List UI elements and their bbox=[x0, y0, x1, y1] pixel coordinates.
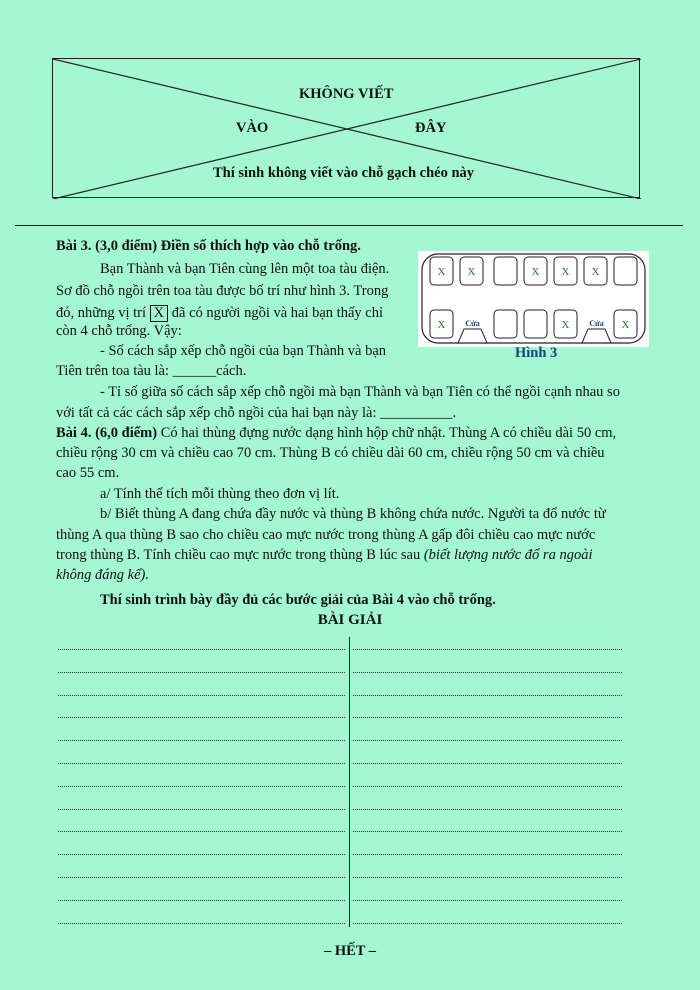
answer-line-left[interactable] bbox=[58, 877, 345, 878]
bai3-p1-l3-b: đã có người ngồi và hai bạn thấy chỉ bbox=[171, 305, 383, 321]
answer-line-right[interactable] bbox=[353, 763, 622, 764]
answer-line-left[interactable] bbox=[58, 763, 345, 764]
answer-line-right[interactable] bbox=[353, 900, 622, 901]
answer-line-left[interactable] bbox=[58, 786, 345, 787]
bai4-a: a/ Tính thể tích mỗi thùng theo đơn vị lít. bbox=[100, 486, 340, 502]
no-write-line2-right: ĐÂY bbox=[415, 120, 447, 136]
answer-line-right[interactable] bbox=[353, 877, 622, 878]
seat-occupied-mark: X bbox=[467, 266, 476, 278]
bai4-instruction: Thí sinh trình bày đầy đủ các bước giải của Bài 4 vào chỗ trống. bbox=[100, 592, 496, 608]
seat-bottom-2 bbox=[494, 310, 517, 338]
answer-line-right[interactable] bbox=[353, 717, 622, 718]
seat-occupied-mark: X bbox=[591, 266, 600, 278]
answer-line-right[interactable] bbox=[353, 649, 622, 650]
no-write-line1: KHÔNG VIẾT bbox=[299, 86, 394, 102]
answer-line-left[interactable] bbox=[58, 854, 345, 855]
bai3-q2-l2: với tất cả các cách sắp xếp chỗ ngồi của hai bạn này là: __________. bbox=[56, 405, 457, 421]
door-1 bbox=[458, 329, 487, 343]
seat-occupied-mark: X bbox=[437, 266, 446, 278]
bai3-p1-l3-a: đó, những vị trí bbox=[56, 305, 147, 321]
answer-line-left[interactable] bbox=[58, 809, 345, 810]
figure-caption: Hình 3 bbox=[515, 345, 558, 361]
bai4-b-l1: b/ Biết thùng A đang chứa đầy nước và thùng B không chứa nước. Người ta đổ nước từ bbox=[100, 506, 606, 522]
answer-divider bbox=[349, 637, 350, 927]
bai4-b-l3 bbox=[56, 545, 592, 566]
seat-top-6 bbox=[614, 257, 637, 285]
door-label: Cửa bbox=[465, 319, 480, 328]
answer-line-left[interactable] bbox=[58, 672, 345, 673]
bai4-l1-rest: Có hai thùng đựng nước dạng hình hộp chữ nhật. Thùng A có chiều dài 50 cm, bbox=[157, 425, 617, 441]
bai3-q1-l1: - Số cách sắp xếp chỗ ngồi của bạn Thành và bạn bbox=[100, 343, 387, 359]
bai3-q1-l2: Tiên trên toa tàu là: ______cách. bbox=[56, 363, 247, 379]
door-label: Cửa bbox=[589, 319, 604, 328]
bai4-l3: cao 55 cm. bbox=[56, 465, 120, 481]
answer-line-left[interactable] bbox=[58, 923, 345, 924]
seat-occupied-mark: X bbox=[531, 266, 540, 278]
answer-line-left[interactable] bbox=[58, 695, 345, 696]
bai4-b-l3-a: trong thùng B. Tính chiều cao mực nước trong thùng B lúc sau bbox=[56, 547, 424, 563]
answer-line-right[interactable] bbox=[353, 831, 622, 832]
end-marker: – HẾT – bbox=[323, 943, 377, 959]
door-5 bbox=[582, 329, 611, 343]
answer-line-left[interactable] bbox=[58, 649, 345, 650]
answer-line-right[interactable] bbox=[353, 809, 622, 810]
separator-line bbox=[15, 225, 683, 226]
x-mark-box: X bbox=[150, 305, 168, 322]
answer-line-right[interactable] bbox=[353, 740, 622, 741]
no-write-line2-left: VÀO bbox=[236, 120, 269, 136]
bai4-l1 bbox=[56, 423, 616, 444]
bai4-heading: Bài 4. (6,0 điểm) bbox=[56, 425, 158, 441]
bai4-b-l4: không đáng kể). bbox=[56, 567, 150, 583]
seat-occupied-mark: X bbox=[561, 319, 570, 331]
seat-top-2 bbox=[494, 257, 517, 285]
seat-occupied-mark: X bbox=[621, 319, 630, 331]
bai4-l2: chiều rộng 30 cm và chiều cao 70 cm. Thùng B có chiều dài 60 cm, chiều rộng 50 cm và chiều bbox=[56, 445, 605, 461]
no-write-box bbox=[52, 58, 640, 198]
answer-line-right[interactable] bbox=[353, 695, 622, 696]
train-seating-figure bbox=[418, 251, 649, 347]
bai3-p1-l1: Bạn Thành và bạn Tiên cùng lên một toa tàu điện. bbox=[100, 261, 390, 277]
answer-line-right[interactable] bbox=[353, 672, 622, 673]
no-write-line3: Thí sinh không viết vào chỗ gạch chéo này bbox=[213, 165, 475, 181]
seat-occupied-mark: X bbox=[561, 266, 570, 278]
bai4-b-l2: thùng A qua thùng B sao cho chiều cao mực nước trong thùng A gấp đôi chiều cao mực nước bbox=[56, 527, 596, 543]
bai3-heading: Bài 3. (3,0 điểm) Điền số thích hợp vào chỗ trống. bbox=[56, 238, 361, 254]
bai3-q2-l1: - Tỉ số giữa số cách sắp xếp chỗ ngồi mà bạn Thành và bạn Tiên có thể ngồi cạnh nhau so bbox=[100, 384, 620, 400]
answer-line-left[interactable] bbox=[58, 900, 345, 901]
bai3-p1-l2: Sơ đồ chỗ ngồi trên toa tàu được bố trí như hình 3. Trong bbox=[56, 283, 389, 299]
solution-title: BÀI GIẢI bbox=[317, 612, 383, 628]
bai4-b-l3-b: (biết lượng nước đổ ra ngoài bbox=[423, 547, 593, 563]
answer-line-right[interactable] bbox=[353, 854, 622, 855]
seat-bottom-3 bbox=[524, 310, 547, 338]
answer-line-right[interactable] bbox=[353, 786, 622, 787]
answer-line-left[interactable] bbox=[58, 740, 345, 741]
seat-occupied-mark: X bbox=[437, 319, 446, 331]
answer-line-right[interactable] bbox=[353, 923, 622, 924]
train-diagram bbox=[418, 251, 649, 347]
bai3-p1-l4: còn 4 chỗ trống. Vậy: bbox=[56, 323, 182, 339]
answer-line-left[interactable] bbox=[58, 831, 345, 832]
answer-line-left[interactable] bbox=[58, 717, 345, 718]
